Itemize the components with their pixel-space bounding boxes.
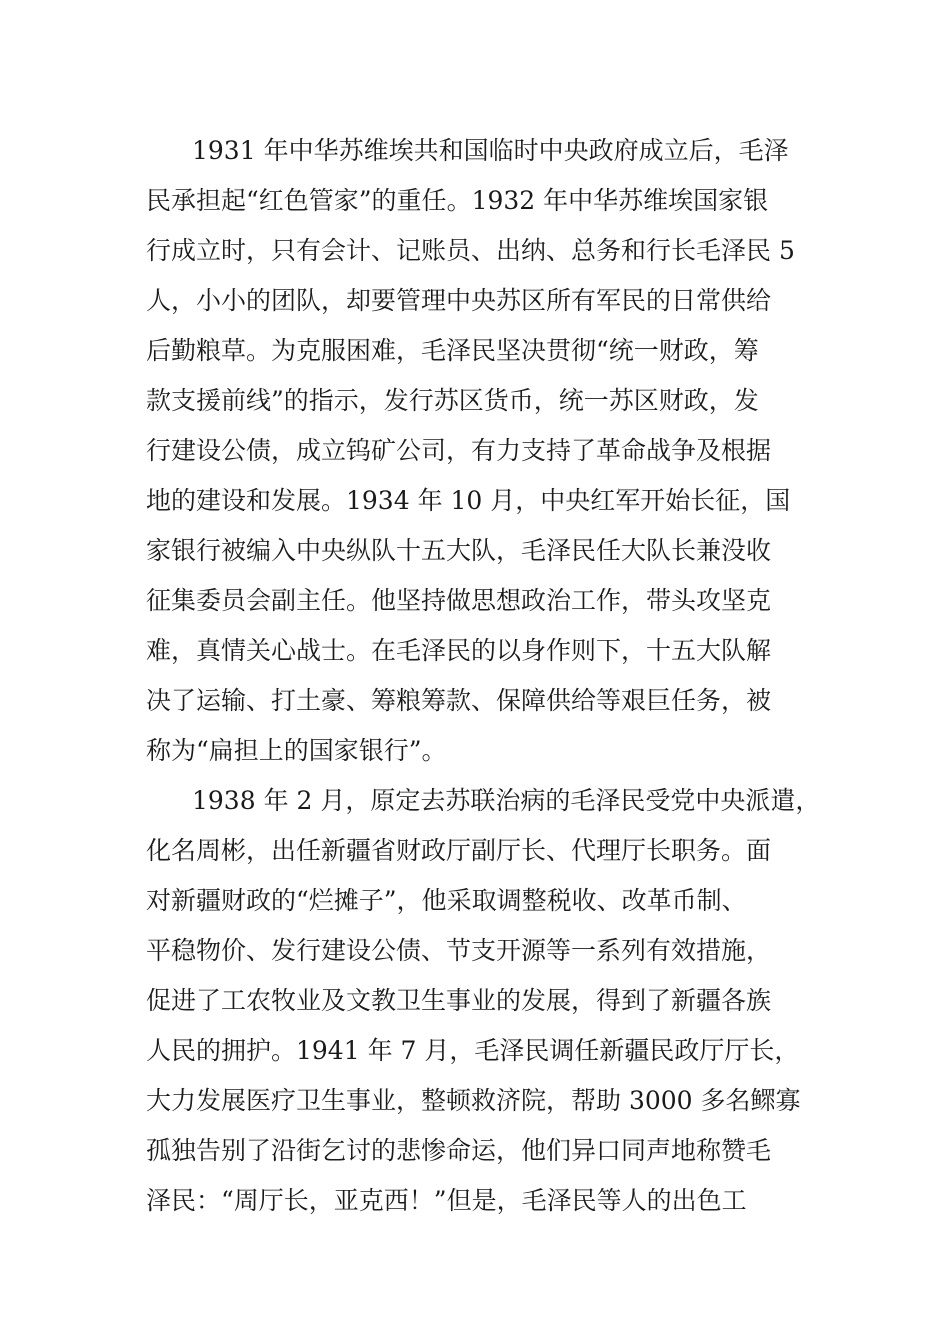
text-line: 难，真情关心战士。在毛泽民的以身作则下，十五大队解 xyxy=(146,636,772,665)
text-line: 泽民：“周厅长，亚克西！”但是，毛泽民等人的出色工 xyxy=(146,1186,747,1215)
paragraph-1 xyxy=(146,126,836,776)
paragraph-2 xyxy=(146,776,836,1226)
text-line: 对新疆财政的“烂摊子”，他采取调整税收、改革币制、 xyxy=(146,886,747,915)
body-text xyxy=(146,126,836,1226)
text-line: 人，小小的团队，却要管理中央苏区所有军民的日常供给 xyxy=(146,286,772,315)
text-line: 民承担起“红色管家”的重任。1932 年中华苏维埃国家银 xyxy=(146,186,769,215)
text-line: 孤独告别了沿街乞讨的悲惨命运，他们异口同声地称赞毛 xyxy=(146,1136,772,1165)
text-line: 决了运输、打土豪、筹粮筹款、保障供给等艰巨任务，被 xyxy=(146,686,772,715)
text-line: 地的建设和发展。1934 年 10 月，中央红军开始长征，国 xyxy=(146,486,791,515)
text-line: 行成立时，只有会计、记账员、出纳、总务和行长毛泽民 5 xyxy=(146,236,795,265)
text-line: 后勤粮草。为克服困难，毛泽民坚决贯彻“统一财政，筹 xyxy=(146,336,759,365)
text-line: 1931 年中华苏维埃共和国临时中央政府成立后，毛泽 xyxy=(192,136,789,165)
text-line: 化名周彬，出任新疆省财政厅副厅长、代理厅长职务。面 xyxy=(146,836,772,865)
text-line: 征集委员会副主任。他坚持做思想政治工作，带头攻坚克 xyxy=(146,586,772,615)
text-line: 平稳物价、发行建设公债、节支开源等一系列有效措施， xyxy=(146,936,772,965)
text-line: 促进了工农牧业及文教卫生事业的发展，得到了新疆各族 xyxy=(146,986,772,1015)
text-line: 款支援前线”的指示，发行苏区货币，统一苏区财政，发 xyxy=(146,386,759,415)
text-line: 家银行被编入中央纵队十五大队，毛泽民任大队长兼没收 xyxy=(146,536,772,565)
text-line: 1938 年 2 月，原定去苏联治病的毛泽民受党中央派遣， xyxy=(192,786,821,815)
text-line: 人民的拥护。1941 年 7 月，毛泽民调任新疆民政厅厅长， xyxy=(146,1036,800,1065)
text-line: 行建设公债，成立钨矿公司，有力支持了革命战争及根据 xyxy=(146,436,772,465)
text-line: 称为“扁担上的国家银行”。 xyxy=(146,736,447,765)
text-line: 大力发展医疗卫生事业，整顿救济院，帮助 3000 多名鳏寡 xyxy=(146,1086,801,1115)
